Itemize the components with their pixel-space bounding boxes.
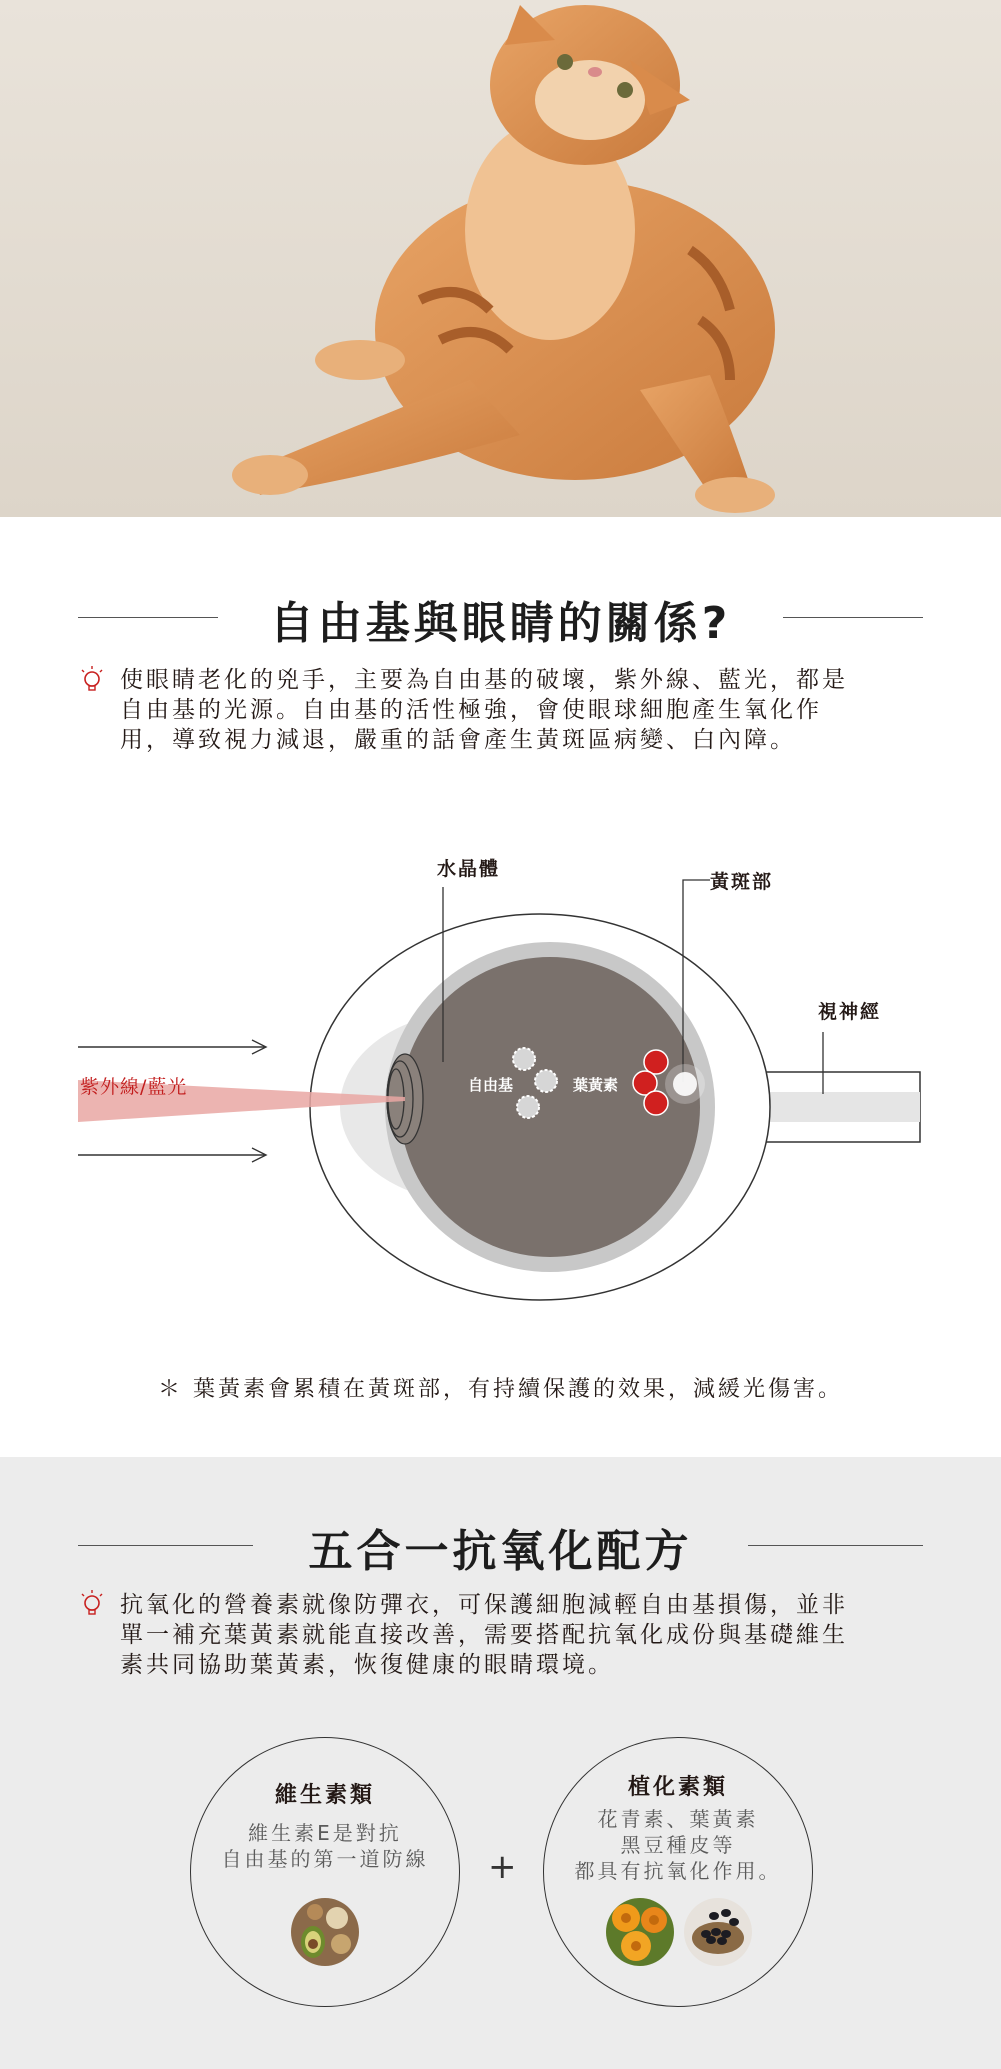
lens-label: 水晶體 xyxy=(437,858,501,880)
paragraph-line: 使眼睛老化的兇手，主要為自由基的破壞，紫外線、藍光，都是 xyxy=(120,667,848,693)
free-radical-section xyxy=(0,517,1001,1457)
heading-rule-right xyxy=(748,1545,923,1546)
formula-paragraph xyxy=(120,1590,940,1680)
cat-illustration xyxy=(0,0,1001,517)
black-bean-thumbnail xyxy=(684,1898,752,1966)
vitamin-circle xyxy=(190,1737,460,2007)
paragraph-line: 用，導致視力減退，嚴重的話會產生黃斑區病變、白內障。 xyxy=(120,727,796,753)
paragraph-line: 抗氧化的營養素就像防彈衣，可保護細胞減輕自由基損傷，並非 xyxy=(120,1592,848,1618)
vitamin-line: 維生素E是對抗 xyxy=(248,1821,402,1845)
section-heading: 自由基與眼睛的關係? xyxy=(269,598,732,649)
antioxidant-formula-section xyxy=(0,1457,1001,2069)
section-heading: 五合一抗氧化配方 xyxy=(308,1526,693,1577)
phytochemical-line: 黑豆種皮等 xyxy=(620,1833,736,1857)
vitamin-title: 維生素類 xyxy=(274,1783,375,1808)
phytochemical-line: 都具有抗氧化作用。 xyxy=(574,1859,782,1883)
marigold-thumbnail xyxy=(606,1898,674,1966)
vitamin-description xyxy=(191,1820,459,1872)
paragraph-line: 自由基的光源。自由基的活性極強，會使眼球細胞產生氧化作 xyxy=(120,697,822,723)
phytochemical-title: 植化素類 xyxy=(627,1775,728,1800)
phytochemical-line: 花青素、葉黃素 xyxy=(597,1807,759,1831)
free-radical-label: 自由基 xyxy=(468,1076,514,1094)
macula-label: 黃斑部 xyxy=(710,871,774,893)
lutein-label: 葉黃素 xyxy=(573,1076,619,1094)
hero-cat-photo xyxy=(0,0,1001,517)
paragraph-line: 素共同協助葉黃素，恢復健康的眼睛環境。 xyxy=(120,1652,614,1678)
phytochemical-description xyxy=(544,1806,812,1884)
phytochemical-circle xyxy=(543,1737,813,2007)
lightbulb-icon xyxy=(79,1589,105,1619)
vitamin-line: 自由基的第一道防線 xyxy=(221,1847,429,1871)
paragraph-line: 單一補充葉黃素就能直接改善，需要搭配抗氧化成份與基礎維生 xyxy=(120,1622,848,1648)
lutein-note: ＊ 葉黃素會累積在黃斑部，有持續保護的效果，減緩光傷害。 xyxy=(158,1377,843,1402)
plus-sign: + xyxy=(488,1847,517,1887)
eye-diagram xyxy=(0,517,1001,1457)
optic-nerve-label: 視神經 xyxy=(818,1001,882,1023)
food-thumbnail xyxy=(291,1898,359,1966)
uv-bluelight-label: 紫外線/藍光 xyxy=(80,1076,188,1098)
